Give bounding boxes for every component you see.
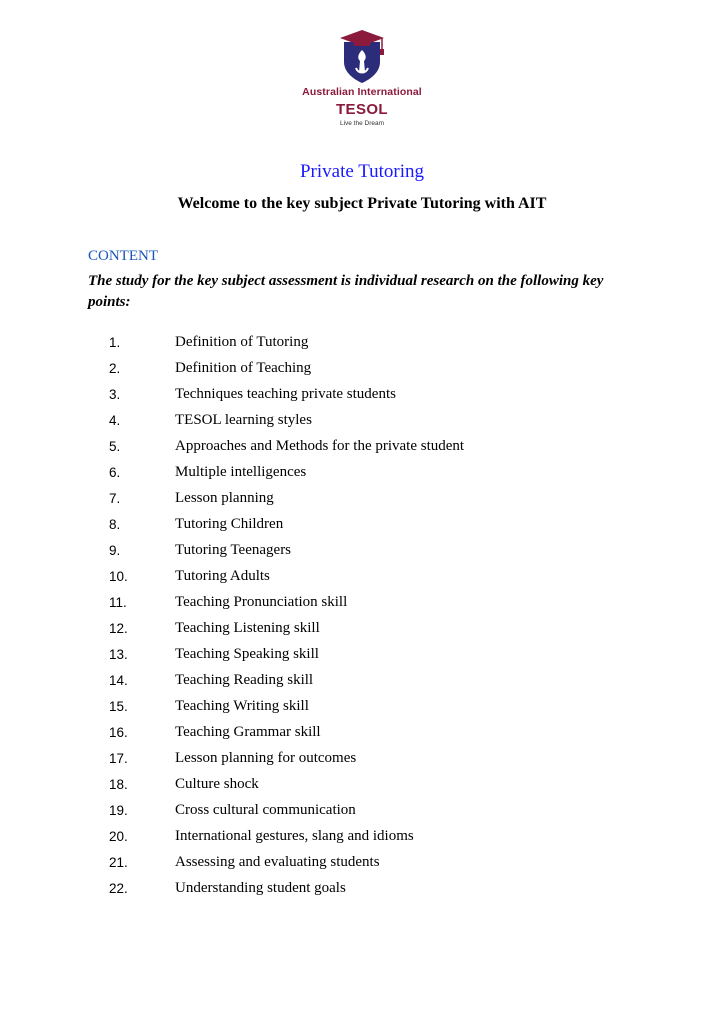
graduation-shield-icon [336, 28, 388, 84]
list-item-number: 1. [109, 335, 121, 350]
list-item-number: 19. [109, 803, 128, 818]
list-item [0, 330, 724, 356]
logo-tagline: Live the Dream [339, 120, 385, 127]
list-item [0, 772, 724, 798]
list-item-text: Approaches and Methods for the private student [175, 438, 465, 454]
list-item [0, 876, 724, 902]
list-item [0, 798, 724, 824]
logo [0, 28, 724, 127]
list-item-text: Teaching Grammar skill [175, 724, 321, 740]
list-item [0, 408, 724, 434]
list-item [0, 668, 724, 694]
list-item-text: Culture shock [175, 776, 259, 792]
list-item-number: 10. [109, 569, 128, 584]
list-item-text: Cross cultural communication [175, 802, 356, 818]
list-item-text: Lesson planning [175, 490, 274, 506]
list-item-text: Definition of Teaching [175, 360, 312, 376]
list-item-text: Tutoring Children [175, 516, 284, 532]
list-item-number: 4. [109, 413, 121, 428]
list-item-text: Multiple intelligences [175, 464, 307, 480]
list-item-number: 21. [109, 855, 128, 870]
list-item-text: Lesson planning for outcomes [175, 750, 357, 766]
key-points-list [0, 330, 724, 902]
list-item-text: Understanding student goals [175, 880, 346, 896]
list-item [0, 538, 724, 564]
list-item [0, 616, 724, 642]
list-item-number: 12. [109, 621, 128, 636]
list-item-number: 14. [109, 673, 128, 688]
list-item-number: 2. [109, 361, 121, 376]
list-item-number: 3. [109, 387, 121, 402]
list-item-number: 8. [109, 517, 121, 532]
content-heading: CONTENT [88, 248, 158, 264]
list-item [0, 850, 724, 876]
list-item [0, 564, 724, 590]
list-item-text: Teaching Listening skill [175, 620, 320, 636]
list-item-number: 13. [109, 647, 128, 662]
content-intro: The study for the key subject assessment is individual research on the following key points: [88, 273, 604, 310]
list-item-number: 17. [109, 751, 128, 766]
list-item [0, 512, 724, 538]
list-item-text: TESOL learning styles [175, 412, 312, 428]
logo-tesol-line: TESOL [335, 101, 388, 118]
list-item-text: Teaching Reading skill [175, 672, 314, 688]
list-item-number: 20. [109, 829, 128, 844]
page-title: Private Tutoring [299, 161, 425, 182]
list-item [0, 434, 724, 460]
page-subtitle: Welcome to the key subject Private Tutoring with AIT [177, 195, 547, 212]
list-item-number: 22. [109, 881, 128, 896]
list-item-number: 6. [109, 465, 121, 480]
list-item-number: 16. [109, 725, 128, 740]
list-item [0, 746, 724, 772]
list-item-text: Tutoring Teenagers [175, 542, 292, 558]
list-item-text: Techniques teaching private students [175, 386, 396, 402]
list-item [0, 590, 724, 616]
list-item [0, 486, 724, 512]
list-item-number: 5. [109, 439, 121, 454]
list-item [0, 382, 724, 408]
list-item-number: 9. [109, 543, 121, 558]
list-item-number: 18. [109, 777, 128, 792]
list-item-text: Teaching Pronunciation skill [175, 594, 348, 610]
list-item-number: 11. [109, 595, 127, 610]
list-item-text: Definition of Tutoring [175, 334, 309, 350]
list-item-text: Teaching Speaking skill [175, 646, 319, 662]
list-item-text: Tutoring Adults [175, 568, 270, 584]
list-item-text: Teaching Writing skill [175, 698, 309, 714]
list-item [0, 356, 724, 382]
list-item [0, 824, 724, 850]
list-item [0, 720, 724, 746]
list-item [0, 460, 724, 486]
logo-name-line: Australian International [302, 86, 422, 98]
list-item-number: 7. [109, 491, 121, 506]
list-item [0, 694, 724, 720]
list-item [0, 642, 724, 668]
list-item-text: International gestures, slang and idioms [175, 828, 414, 844]
list-item-text: Assessing and evaluating students [175, 854, 380, 870]
list-item-number: 15. [109, 699, 128, 714]
